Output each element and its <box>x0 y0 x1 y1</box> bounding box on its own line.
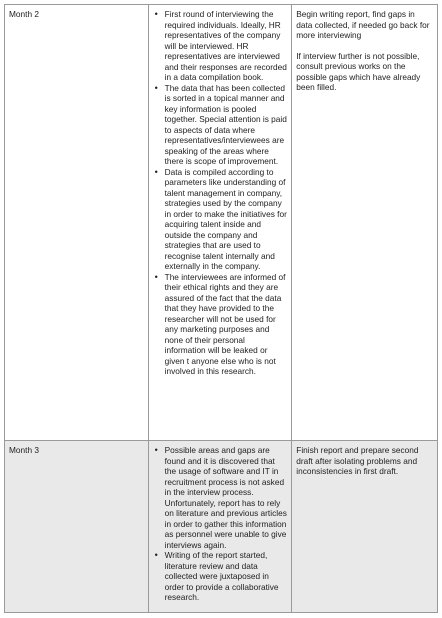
list-item: • The interviewees are informed of their ethical rights and they are assured of the fact that the data that they have provided to the researcher will not be used for any marketing purposes and none of their personal information will be leaked or given t anyone else who is not involved in this research. <box>165 272 288 377</box>
table-row <box>5 441 438 613</box>
activities-list <box>153 9 288 377</box>
notes-cell <box>292 441 438 613</box>
list-item: • The data that has been collected is sorted in a topical manner and key information is pooled together. Special attention is paid to aspects of data where representatives/interviewees are speaking of the areas where there is scope of improvement. <box>165 83 288 167</box>
activities-cell <box>148 441 292 613</box>
note-text: Begin writing report, find gaps in data collected, if needed go back for more interviewing <box>296 9 430 40</box>
list-item: • Data is compiled according to parameters like understanding of talent management in company, strategies used by the company in order to make the initiatives for acquiring talent inside and outside the company and strategies that are used to recognise talent internally and externally in the company. <box>165 167 288 272</box>
period-cell <box>5 5 149 441</box>
list-item: • First round of interviewing the required individuals. Ideally, HR representatives of the company will be interviewed. HR representatives are interviewed and their responses are recorded in a data compilation book. <box>165 9 288 83</box>
plan-table <box>4 4 438 613</box>
period-label: Month 2 <box>9 9 39 19</box>
notes-cell <box>292 5 438 441</box>
note-text: If interview further is not possible, consult previous works on the possible gaps which have already been filled. <box>296 50 421 92</box>
note-text: Finish report and prepare second draft after isolating problems and inconsistencies in first draft. <box>296 445 419 476</box>
period-label: Month 3 <box>9 445 39 455</box>
activities-list <box>153 445 288 603</box>
list-item: • Writing of the report started, literature review and data collected were juxtaposed in order to provide a collaborative research. <box>165 550 288 603</box>
table-row <box>5 5 438 441</box>
list-item: • Possible areas and gaps are found and it is discovered that the usage of software and IT in recruitment process is not asked in the interview process. Unfortunately, report has to rely on literature and previous articles in order to gather this information as personnel were unable to give interviews again. <box>165 445 288 550</box>
period-cell <box>5 441 149 613</box>
activities-cell <box>148 5 292 441</box>
